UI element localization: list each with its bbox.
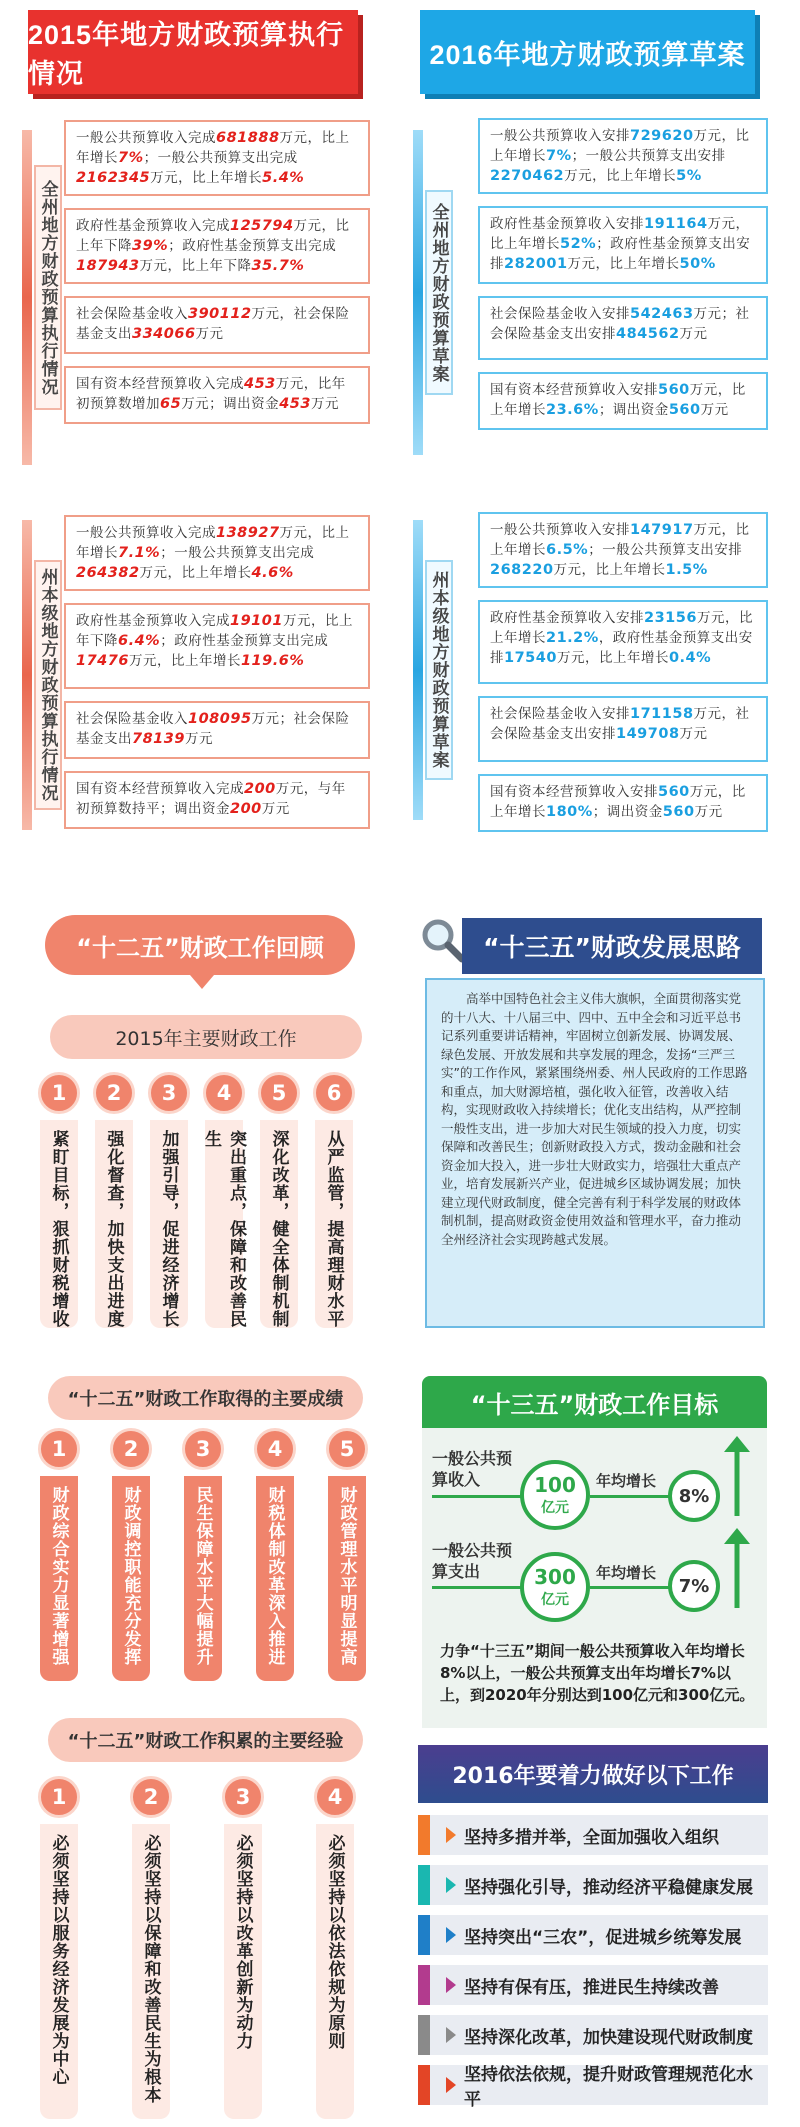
item-text: 突出重点，保障和改善民生 [201,1130,246,1328]
budget-box [478,296,768,360]
task-marker-icon [446,1827,456,1843]
left-state-bar [22,520,32,830]
budget-text: 万元，比上年增长 [490,128,750,164]
review-title-pointer [190,975,214,989]
budget-text: 万元，比上年增长 [76,525,350,561]
budget-number: 7.1% [118,545,161,561]
budget-box [64,366,370,424]
number-badge: 1 [38,1428,80,1470]
budget-text: ；一般公共预算支出完成 [160,545,315,561]
item-text: 必须坚持以改革创新为动力 [232,1834,253,2050]
budget-box [478,206,768,284]
task-marker-icon [446,1877,456,1893]
number-badge: 4 [254,1428,296,1470]
left-header: 2015年地方财政预算执行情况 [28,10,358,94]
budget-number: 50% [679,256,716,272]
budget-text: 万元 [184,731,213,747]
budget-text: 万元，比上年增长 [128,653,241,669]
budget-number: 125794 [230,218,294,234]
budget-text: 万元，比年初预算数增加 [76,376,346,412]
item-column [40,1824,78,2119]
budget-text: 国有资本经营预算收入安排 [490,382,658,398]
budget-number: 39% [132,238,169,254]
budget-box [478,696,768,762]
number-badge: 3 [222,1776,264,1818]
budget-text: 万元，比上年增长 [490,610,753,646]
task-marker-icon [446,2077,456,2093]
budget-text: 万元 [195,326,224,342]
number-badge: 6 [313,1072,355,1114]
item-column [224,1824,262,2119]
goals-income-growth-label: 年均增长 [596,1472,657,1490]
budget-text: 万元，比上年增长 [490,216,750,252]
experience-title: “十二五”财政工作积累的主要经验 [48,1718,363,1762]
budget-number: 108095 [188,711,252,727]
budget-text: ；政府性基金预算支出完成 [160,633,329,649]
achievements-items [38,1428,378,1698]
item-column [40,1120,78,1328]
goals-expense-unit: 亿元 [541,1592,569,1608]
budget-number: 35.7% [251,258,305,274]
budget-text: 国有资本经营预算收入完成 [76,376,244,392]
number-badge: 5 [326,1428,368,1470]
budget-text: 政府性基金预算收入完成 [76,218,230,234]
right-state-label: 州本级地方财政预算草案 [425,560,453,780]
number-badge: 3 [182,1428,224,1470]
goals-income-unit: 亿元 [541,1500,569,1516]
item-column [132,1824,170,2119]
budget-number: 268220 [490,562,554,578]
left-county-bar [22,130,32,465]
item-text: 深化改革，健全体制机制 [268,1130,289,1328]
goals-summary: 力争“十三五”期间一般公共预算收入年均增长8%以上，一般公共预算支出年均增长7%以上，到2020年分别达到100亿元和300亿元。 [440,1642,755,1704]
budget-number: 4.6% [251,565,294,581]
budget-text: ；调出资金 [592,804,663,820]
budget-text: 万元，比上年增长 [76,130,350,166]
task-item [418,1865,768,1905]
budget-text: 万元，比上年增长 [553,562,666,578]
budget-text: 万元，比上年增长 [490,522,750,558]
review-subtitle: 2015年主要财政工作 [50,1015,362,1059]
budget-box [478,118,768,194]
budget-number: 484562 [616,326,680,342]
budget-box [64,771,370,829]
budget-box [478,372,768,430]
budget-text: 万元，比上年增长 [490,784,746,820]
budget-text: ；一般公共预算支出完成 [143,150,298,166]
goals-income-value: 100 [534,1473,576,1497]
task-text: 坚持多措并举，全面加强收入组织 [464,1827,719,1848]
budget-number: 0.4% [668,650,712,666]
budget-text: 社会保险基金收入安排 [490,306,630,322]
item-column [40,1476,78,1681]
task-item [418,1915,768,1955]
budget-text: 万元，社会保险基金支出 [76,306,350,342]
budget-text: 万元 [679,726,708,742]
task-text: 坚持突出“三农”，促进城乡统筹发展 [464,1927,742,1948]
budget-number: 729620 [630,128,694,144]
budget-number: 119.6% [240,653,305,669]
item-text: 必须坚持以依法依规为原则 [324,1834,345,2050]
task-marker-icon [446,2027,456,2043]
budget-text: ；调出资金 [598,402,669,418]
budget-text: ；一般公共预算支出安排 [571,148,726,164]
budget-text: 万元，比上年下降 [76,218,350,254]
budget-number: 453 [244,376,276,392]
number-badge: 2 [110,1428,152,1470]
item-text: 财政管理水平明显提高 [336,1486,357,1666]
ideas-text: 高举中国特色社会主义伟大旗帜，全面贯彻落实党的十八大、十八届三中、四中、五中全会和习近平总书记系列重要讲话精神，牢固树立创新发展、协调发展、绿色发展、开放发展和共享发展的理念，发扬“三严三实”的工作作风，紧紧围绕州委、州人民政府的工作思路和重点，加大财源培植，强化收入征管，改善收入结构，实现财政收入持续增长；优化支出结构，从严控制一般性支出，进一步加大对民生领域的投入力度，切实保障和改善民生；创新财政投入方式，拨动金融和社会资金加大投入，进一步壮大财政实力，培强壮大重点产业，培育发展新兴产业，促进城乡区域协调发展；加快建立现代财政制度，健全完善有利于科学发展的财政体制机制，提高财政资金使用效益和管理水平，奋力推动全州经济社会实现跨越式发展。 [425,978,765,1328]
task-item [418,1815,768,1855]
budget-number: 52% [560,236,597,252]
goals-income-growth: 8% [668,1470,720,1522]
magnifier-icon [418,915,466,963]
goals-expense-growth-label: 年均增长 [596,1564,657,1582]
task-item [418,2065,768,2110]
goals-expense-ring [520,1552,590,1622]
budget-text: 社会保险基金收入 [76,306,188,322]
budget-text: 万元 [310,396,339,412]
ideas-title: “十三五”财政发展思路 [462,918,762,974]
budget-number: 19101 [230,613,283,629]
budget-text: ；政府性基金预算支出完成 [168,238,337,254]
budget-text: 一般公共预算收入安排 [490,522,630,538]
budget-number: 147917 [630,522,694,538]
budget-text: 万元，比上年下降 [139,258,252,274]
budget-number: 17540 [504,650,557,666]
budget-text: 万元；调出资金 [181,396,280,412]
budget-number: 7% [118,150,144,166]
budget-number: 65 [160,396,182,412]
goals-income-line2 [590,1495,670,1498]
budget-text: 万元 [261,801,290,817]
budget-number: 2162345 [76,170,151,186]
budget-number: 5% [676,168,702,184]
budget-text: 万元，比上年增长 [150,170,263,186]
budget-text: 政府性基金预算收入安排 [490,610,644,626]
goals-expense-growth: 7% [668,1560,720,1612]
budget-text: 万元，比上年增长 [564,168,677,184]
task-text: 坚持深化改革，加快建设现代财政制度 [464,2027,753,2048]
budget-text: 万元 [694,804,723,820]
budget-number: 7% [546,148,572,164]
budget-box [478,512,768,588]
goals-expense-value: 300 [534,1565,576,1589]
budget-number: 560 [668,402,701,418]
item-column [150,1120,188,1328]
achievements-title: “十二五”财政工作取得的主要成绩 [48,1376,363,1420]
item-text: 财税体制改革深入推进 [264,1486,285,1666]
item-text: 强化督查，加快支出进度 [103,1130,124,1328]
budget-text: 万元，社会保险基金支出安排 [490,706,750,742]
goals-expense-line [432,1586,532,1589]
task-item [418,2015,768,2055]
task-marker-icon [446,1977,456,1993]
number-badge: 1 [38,1072,80,1114]
right-state-bar [413,520,423,820]
item-column [184,1476,222,1681]
goals-title: “十三五”财政工作目标 [422,1376,767,1428]
budget-number: 23156 [644,610,697,626]
budget-text: ；一般公共预算支出安排 [588,542,743,558]
budget-number: 149708 [616,726,680,742]
budget-number: 2270462 [490,168,565,184]
budget-text: 万元 [700,402,729,418]
right-county-bar [413,130,423,455]
budget-number: 282001 [504,256,568,272]
budget-number: 453 [279,396,311,412]
budget-text: 万元，比上年下降 [76,613,353,649]
number-badge: 2 [93,1072,135,1114]
budget-text: 万元 [679,326,708,342]
budget-number: 171158 [630,706,694,722]
goals-income-label: 一般公共预算收入 [432,1449,513,1489]
budget-box [64,603,370,689]
budget-text: 万元，与年初预算数持平；调出资金 [76,781,346,817]
number-badge: 4 [314,1776,356,1818]
item-column [95,1120,133,1328]
number-badge: 4 [203,1072,245,1114]
budget-number: 390112 [188,306,252,322]
budget-text: 一般公共预算收入完成 [76,130,216,146]
item-column [260,1120,298,1328]
item-text: 必须坚持以服务经济发展为中心 [48,1834,69,2086]
budget-number: 560 [662,804,695,820]
budget-number: 334066 [132,326,196,342]
item-text: 加强引导，促进经济增长 [158,1130,179,1328]
budget-box [64,701,370,759]
left-state-label: 州本级地方财政预算执行情况 [34,560,62,810]
budget-number: 21.2% [546,630,599,646]
budget-text: 万元，比上年增长 [490,382,746,418]
goals-income-ring [520,1460,590,1530]
budget-box [64,208,370,284]
number-badge: 3 [148,1072,190,1114]
budget-number: 200 [230,801,262,817]
item-column [315,1120,353,1328]
review-items [38,1072,378,1342]
item-column [328,1476,366,1681]
budget-text: ；政府性基金预算支出安排 [490,236,751,272]
budget-text: 社会保险基金收入 [76,711,188,727]
tasks-title: 2016年要着力做好以下工作 [418,1745,768,1803]
left-county-label: 全州地方财政预算执行情况 [34,165,62,410]
item-column [112,1476,150,1681]
budget-number: 17476 [76,653,129,669]
goals-expense-line2 [590,1586,670,1589]
goals-expense-label: 一般公共预算支出 [432,1541,513,1581]
budget-number: 5.4% [262,170,305,186]
item-text: 紧盯目标，狠抓财税增收 [48,1130,69,1328]
budget-box [478,774,768,832]
budget-text: 政府性基金预算收入完成 [76,613,230,629]
right-county-label: 全州地方财政预算草案 [425,190,453,395]
budget-number: 681888 [216,130,280,146]
task-text: 坚持有保有压，推进民生持续改善 [464,1977,719,1998]
task-marker-icon [446,1927,456,1943]
budget-number: 200 [244,781,276,797]
budget-text: 万元；社会保险基金支出安排 [490,306,750,342]
budget-text: 万元，比上年增长 [139,565,252,581]
budget-number: 78139 [132,731,185,747]
review-title: “十二五”财政工作回顾 [45,915,355,975]
budget-number: 187943 [76,258,140,274]
item-text: 财政调控职能充分发挥 [120,1486,141,1666]
item-text: 民生保障水平大幅提升 [192,1486,213,1666]
budget-text: 一般公共预算收入安排 [490,128,630,144]
budget-box [64,120,370,196]
budget-number: 191164 [644,216,708,232]
budget-text: ，政府性基金预算支出安排 [490,630,753,666]
budget-text: 国有资本经营预算收入安排 [490,784,658,800]
budget-number: 560 [658,382,690,398]
budget-number: 264382 [76,565,140,581]
item-text: 财政综合实力显著增强 [48,1486,69,1666]
task-text: 坚持依法依规，提升财政管理规范化水平 [464,2065,753,2110]
budget-number: 6.5% [546,542,589,558]
item-column [201,1120,246,1328]
budget-text: 万元，比上年增长 [567,256,680,272]
budget-number: 23.6% [546,402,599,418]
budget-number: 6.4% [118,633,161,649]
up-arrow-icon [724,1436,750,1516]
item-column [316,1824,354,2119]
budget-number: 1.5% [665,562,708,578]
task-text: 坚持强化引导，推动经济平稳健康发展 [464,1877,753,1898]
up-arrow-icon-2 [724,1528,750,1608]
budget-text: 国有资本经营预算收入完成 [76,781,244,797]
budget-box [64,515,370,591]
budget-text: 万元，比上年增长 [556,650,669,666]
budget-text: 万元；社会保险基金支出 [76,711,350,747]
item-column [256,1476,294,1681]
budget-box [64,296,370,354]
item-text: 从严监管，提高理财水平 [323,1130,344,1328]
budget-text: 社会保险基金收入安排 [490,706,630,722]
budget-box [478,600,768,684]
experience-items [38,1776,378,2106]
task-item [418,1965,768,2005]
budget-text: 政府性基金预算收入安排 [490,216,644,232]
goals-income-line [432,1495,532,1498]
budget-number: 138927 [216,525,280,541]
budget-number: 542463 [630,306,694,322]
number-badge: 1 [38,1776,80,1818]
budget-number: 180% [546,804,593,820]
item-text: 必须坚持以保障和改善民生为根本 [140,1834,161,2104]
budget-number: 560 [658,784,690,800]
number-badge: 5 [258,1072,300,1114]
right-header: 2016年地方财政预算草案 [420,10,755,94]
budget-text: 一般公共预算收入完成 [76,525,216,541]
number-badge: 2 [130,1776,172,1818]
